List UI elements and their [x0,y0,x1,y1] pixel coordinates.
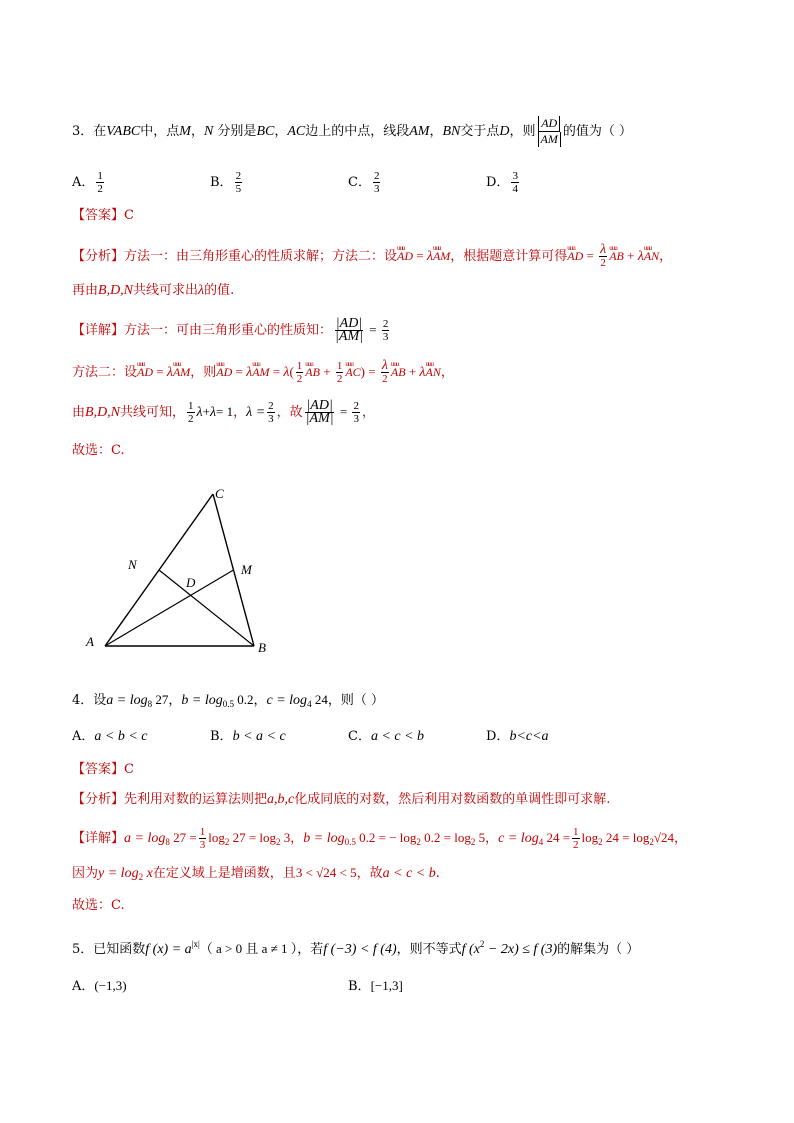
q5-option-a[interactable]: A．(−1,3) [72,978,127,994]
q3-stem-text: 3．在 [72,124,107,139]
q4-stem: 4．设$a = \log_8 27$，$b = \log_{0.5} 0.2$，$c = \log_4 24$，则（ ） [72,692,384,709]
label-n: N [128,557,137,572]
q3-choose: 故选：C. [72,443,125,458]
q3-point-d: D [499,124,510,139]
q4-option-d[interactable]: D．b<c<a [486,729,549,744]
label-a: A [86,634,94,649]
q3-side-ac: AC [287,124,306,139]
segment-am [105,570,234,646]
q3-point-m: M [179,124,191,139]
q4-option-a[interactable]: A．a < b < c [72,729,148,744]
q4-option-b[interactable]: B．b < a < c [210,729,286,744]
q3-triangle: VABC [106,124,141,139]
q3-seg-bn: BN [442,124,461,139]
segment-bn [159,570,254,646]
q3-stem-text: ，则 [509,124,536,139]
label-d: D [186,575,196,590]
q3-seg-am: AM [409,124,430,139]
label-m: M [241,562,252,577]
q3-analysis-line2: 再由B,D,N共线可求出λ的值. [72,283,235,298]
q3-sep: ， [190,124,204,139]
q3-stem-text: 的值为（ ） [562,124,632,139]
q4-analysis: 【分析】先利用对数的运算法则把a,b,c化成同底的对数，然后利用对数函数的单调性即可求解. [72,792,611,807]
label-c: C [215,486,224,501]
q4-option-c[interactable]: C．a < c < b [348,729,425,744]
q3-option-a[interactable]: A． $\frac{1}{2}$ [72,170,103,195]
q3-stem-text: 交于点 [460,124,500,139]
q3-answer: 【答案】C [72,208,134,223]
q3-stem-text: 边上的中点，线段 [305,124,410,139]
q4-detail-line2: 因为$y = \log_2 x$在定义域上是增函数，且3 < √24 < 5，故a < c < b. [72,865,440,882]
q3-side-bc: BC [256,124,275,139]
q3-sep: ， [429,124,443,139]
q3-ratio: $\frac{AD}{AM}$ [538,116,561,147]
q3-detail-line3: 由B,D,N共线可知， $\frac{1}{2}$ λ+λ= 1，λ = $\frac{2}{3}$ ，故 $\frac{|AD|}{|AM|}$ = $\frac{2}{3}$ ， [72,398,375,426]
label-b: B [258,640,266,655]
q3-option-b[interactable]: B． $\frac{2}{5}$ [210,170,242,195]
q3-analysis-line1: 【分析】方法一：由三角形重心的性质求解；方法二：设uuu AD = λuuu AM，根据题意计算可得uuu AD = $\frac{\lambda}{2}$ uuu AB + λuuu AN， [72,244,672,269]
q3-stem-text: 中，点 [140,124,180,139]
q3-sep: ， [274,124,288,139]
q3-option-d[interactable]: D． $\frac{3}{4}$ [486,170,518,195]
q3-stem-text: 分别是 [213,124,257,139]
q3-stem [72,116,632,147]
q3-option-c[interactable]: C． $\frac{2}{3}$ [348,170,380,195]
q4-detail-line1: 【详解】$a = \log_8 27$ = $\frac{1}{3}$ $\log_2 27 = \log_2 3$，$b = \log_{0.5} 0.2$ = − $\log_2 0.2 = \log_2 5$，$c = \log_4 24$ = $\frac{1}{2}$ $\log_2 24 = \log_2√24$， [72,826,688,851]
q3-detail-line1: 【详解】方法一：可由三角形重心的性质知： $\frac{|AD|}{|AM|}$ = $\frac{2}{3}$ [72,316,389,344]
q3-detail-line2: 方法二：设uuu AD = λuuu AM，则uuu AD = λuuu AM = λ( $\frac{1}{2}$ uuu AB + $\frac{1}{2}$ uuu AC) = $\frac{\lambda}{2}$ uuu AB + λuuu AN， [72,360,454,385]
q3-point-n: N [203,124,214,139]
q5-stem: 5．已知函数f $(x) = a^{|x|}$（ a > 0 且 a ≠ 1 ），若f (−3) < f (4)，则不等式f $(x^2 - 2x) \le f$ (3)的解集为（ ） [72,939,640,957]
triangle-figure [78,480,278,660]
q5-option-b[interactable]: B．[−1,3] [348,978,403,994]
q4-choose: 故选：C. [72,898,125,913]
q4-answer: 【答案】C [72,762,134,777]
